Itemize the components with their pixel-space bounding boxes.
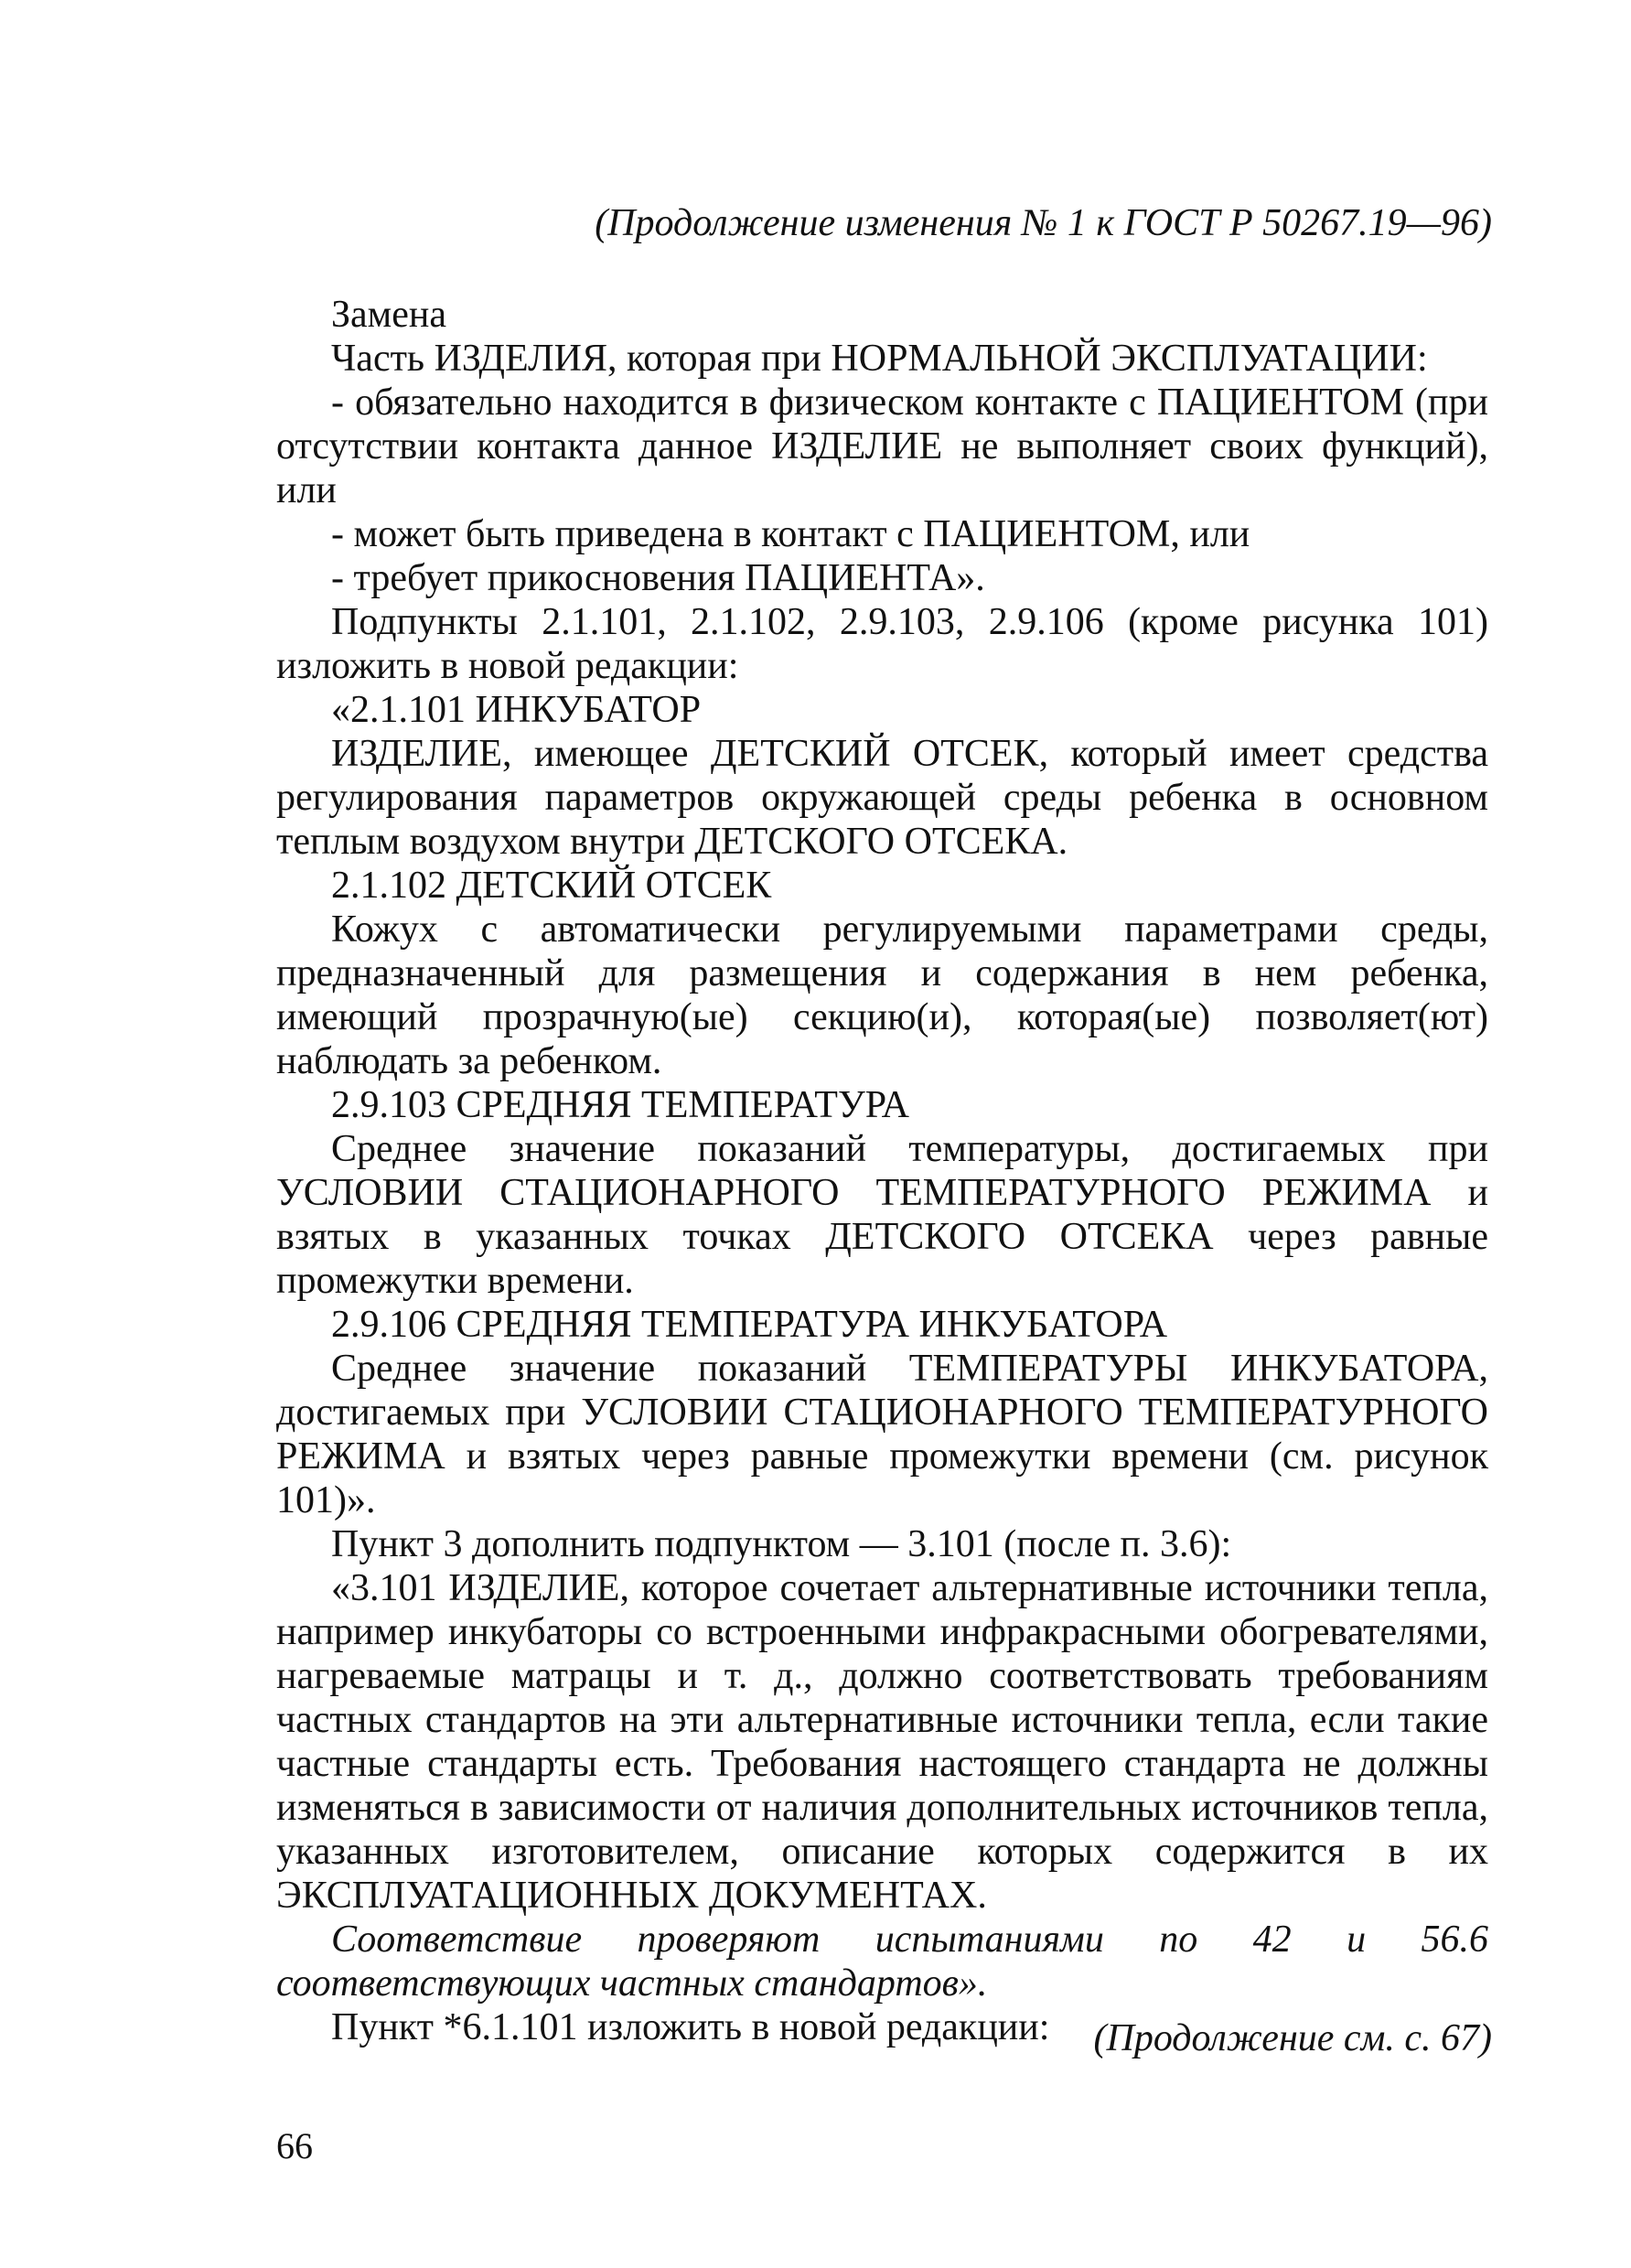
clause-heading-2-1-101: «2.1.101 ИНКУБАТОР <box>331 689 702 731</box>
paragraph-list-item: - требует прикосновения ПАЦИЕНТА». <box>331 557 985 599</box>
clause-heading-2-9-103: 2.9.103 СРЕДНЯЯ ТЕМПЕРАТУРА <box>331 1084 910 1126</box>
compliance-note: Соответствие проверяют испытаниями по 42 и 56.6 соответствующих частных стандартов». <box>276 1919 1488 2005</box>
page-number: 66 <box>276 2125 313 2166</box>
continuation-footer: (Продолжение см. с. 67) <box>1093 2017 1492 2059</box>
clause-text-3-101: «3.101 ИЗДЕЛИЕ, которое сочетает альтернативные источники тепла, например инкубаторы со встроенными инфракрасными обогревателями, нагреваемые матрацы и т. д., должно соответствовать требованиям частных стандартов на эти альтернативные источники тепла, если такие частные стандарты есть. Требования настоящего стандарта не должны изменяться в зависимости от наличия дополнительных источников тепла, указанных изготовителем, описание которых содержится в их ЭКСПЛУАТАЦИОННЫХ ДОКУМЕНТАХ. <box>276 1567 1488 1917</box>
paragraph-clause-3-instruction: Пункт 3 дополнить подпунктом — 3.101 (после п. 3.6): <box>331 1523 1232 1565</box>
clause-heading-2-1-102: 2.1.102 ДЕТСКИЙ ОТСЕК <box>331 865 772 907</box>
paragraph-clause-6-instruction: Пункт *6.1.101 изложить в новой редакции: <box>331 2006 1050 2048</box>
clause-text-2-9-106: Среднее значение показаний ТЕМПЕРАТУРЫ ИНКУБАТОРА, достигаемых при УСЛОВИИ СТАЦИОНАРНОГО ТЕМПЕРАТУРНОГО РЕЖИМА и взятых через равные промежутки времени (см. рисунок 101)». <box>276 1348 1488 1521</box>
clause-heading-2-9-106: 2.9.106 СРЕДНЯЯ ТЕМПЕРАТУРА ИНКУБАТОРА <box>331 1304 1168 1346</box>
paragraph-subclauses-instruction: Подпункты 2.1.101, 2.1.102, 2.9.103, 2.9.106 (кроме рисунка 101) изложить в новой редакции: <box>276 601 1488 687</box>
paragraph-list-item: - обязательно находится в физическом контакте с ПАЦИЕНТОМ (при отсутствии контакта данное ИЗДЕЛИЕ не выполняет своих функций), или <box>276 382 1488 511</box>
clause-text-2-9-103: Среднее значение показаний температуры, достигаемых при УСЛОВИИ СТАЦИОНАРНОГО ТЕМПЕРАТУРНОГО РЕЖИМА и взятых в указанных точках ДЕТСКОГО ОТСЕКА через равные промежутки времени. <box>276 1128 1488 1302</box>
paragraph-list-item: - может быть приведена в контакт с ПАЦИЕНТОМ, или <box>331 513 1250 555</box>
clause-text-2-1-102: Кожух с автоматически регулируемыми параметрами среды, предназначенный для размещения и содержания в нем ребенка, имеющий прозрачную(ые) секцию(и), которая(ые) позволяет(ют) наблюдать за ребенком. <box>276 908 1488 1082</box>
document-body <box>276 293 1488 2049</box>
paragraph-definition-intro: Часть ИЗДЕЛИЯ, которая при НОРМАЛЬНОЙ ЭКСПЛУАТАЦИИ: <box>331 338 1428 380</box>
paragraph-replacement: Замена <box>331 294 447 336</box>
clause-text-2-1-101: ИЗДЕЛИЕ, имеющее ДЕТСКИЙ ОТСЕК, который имеет средства регулирования параметров окружающей среды ребенка в основном теплым воздухом внутри ДЕТСКОГО ОТСЕКА. <box>276 733 1488 863</box>
continuation-header: (Продолжение изменения № 1 к ГОСТ Р 50267.19—96) <box>595 202 1492 244</box>
